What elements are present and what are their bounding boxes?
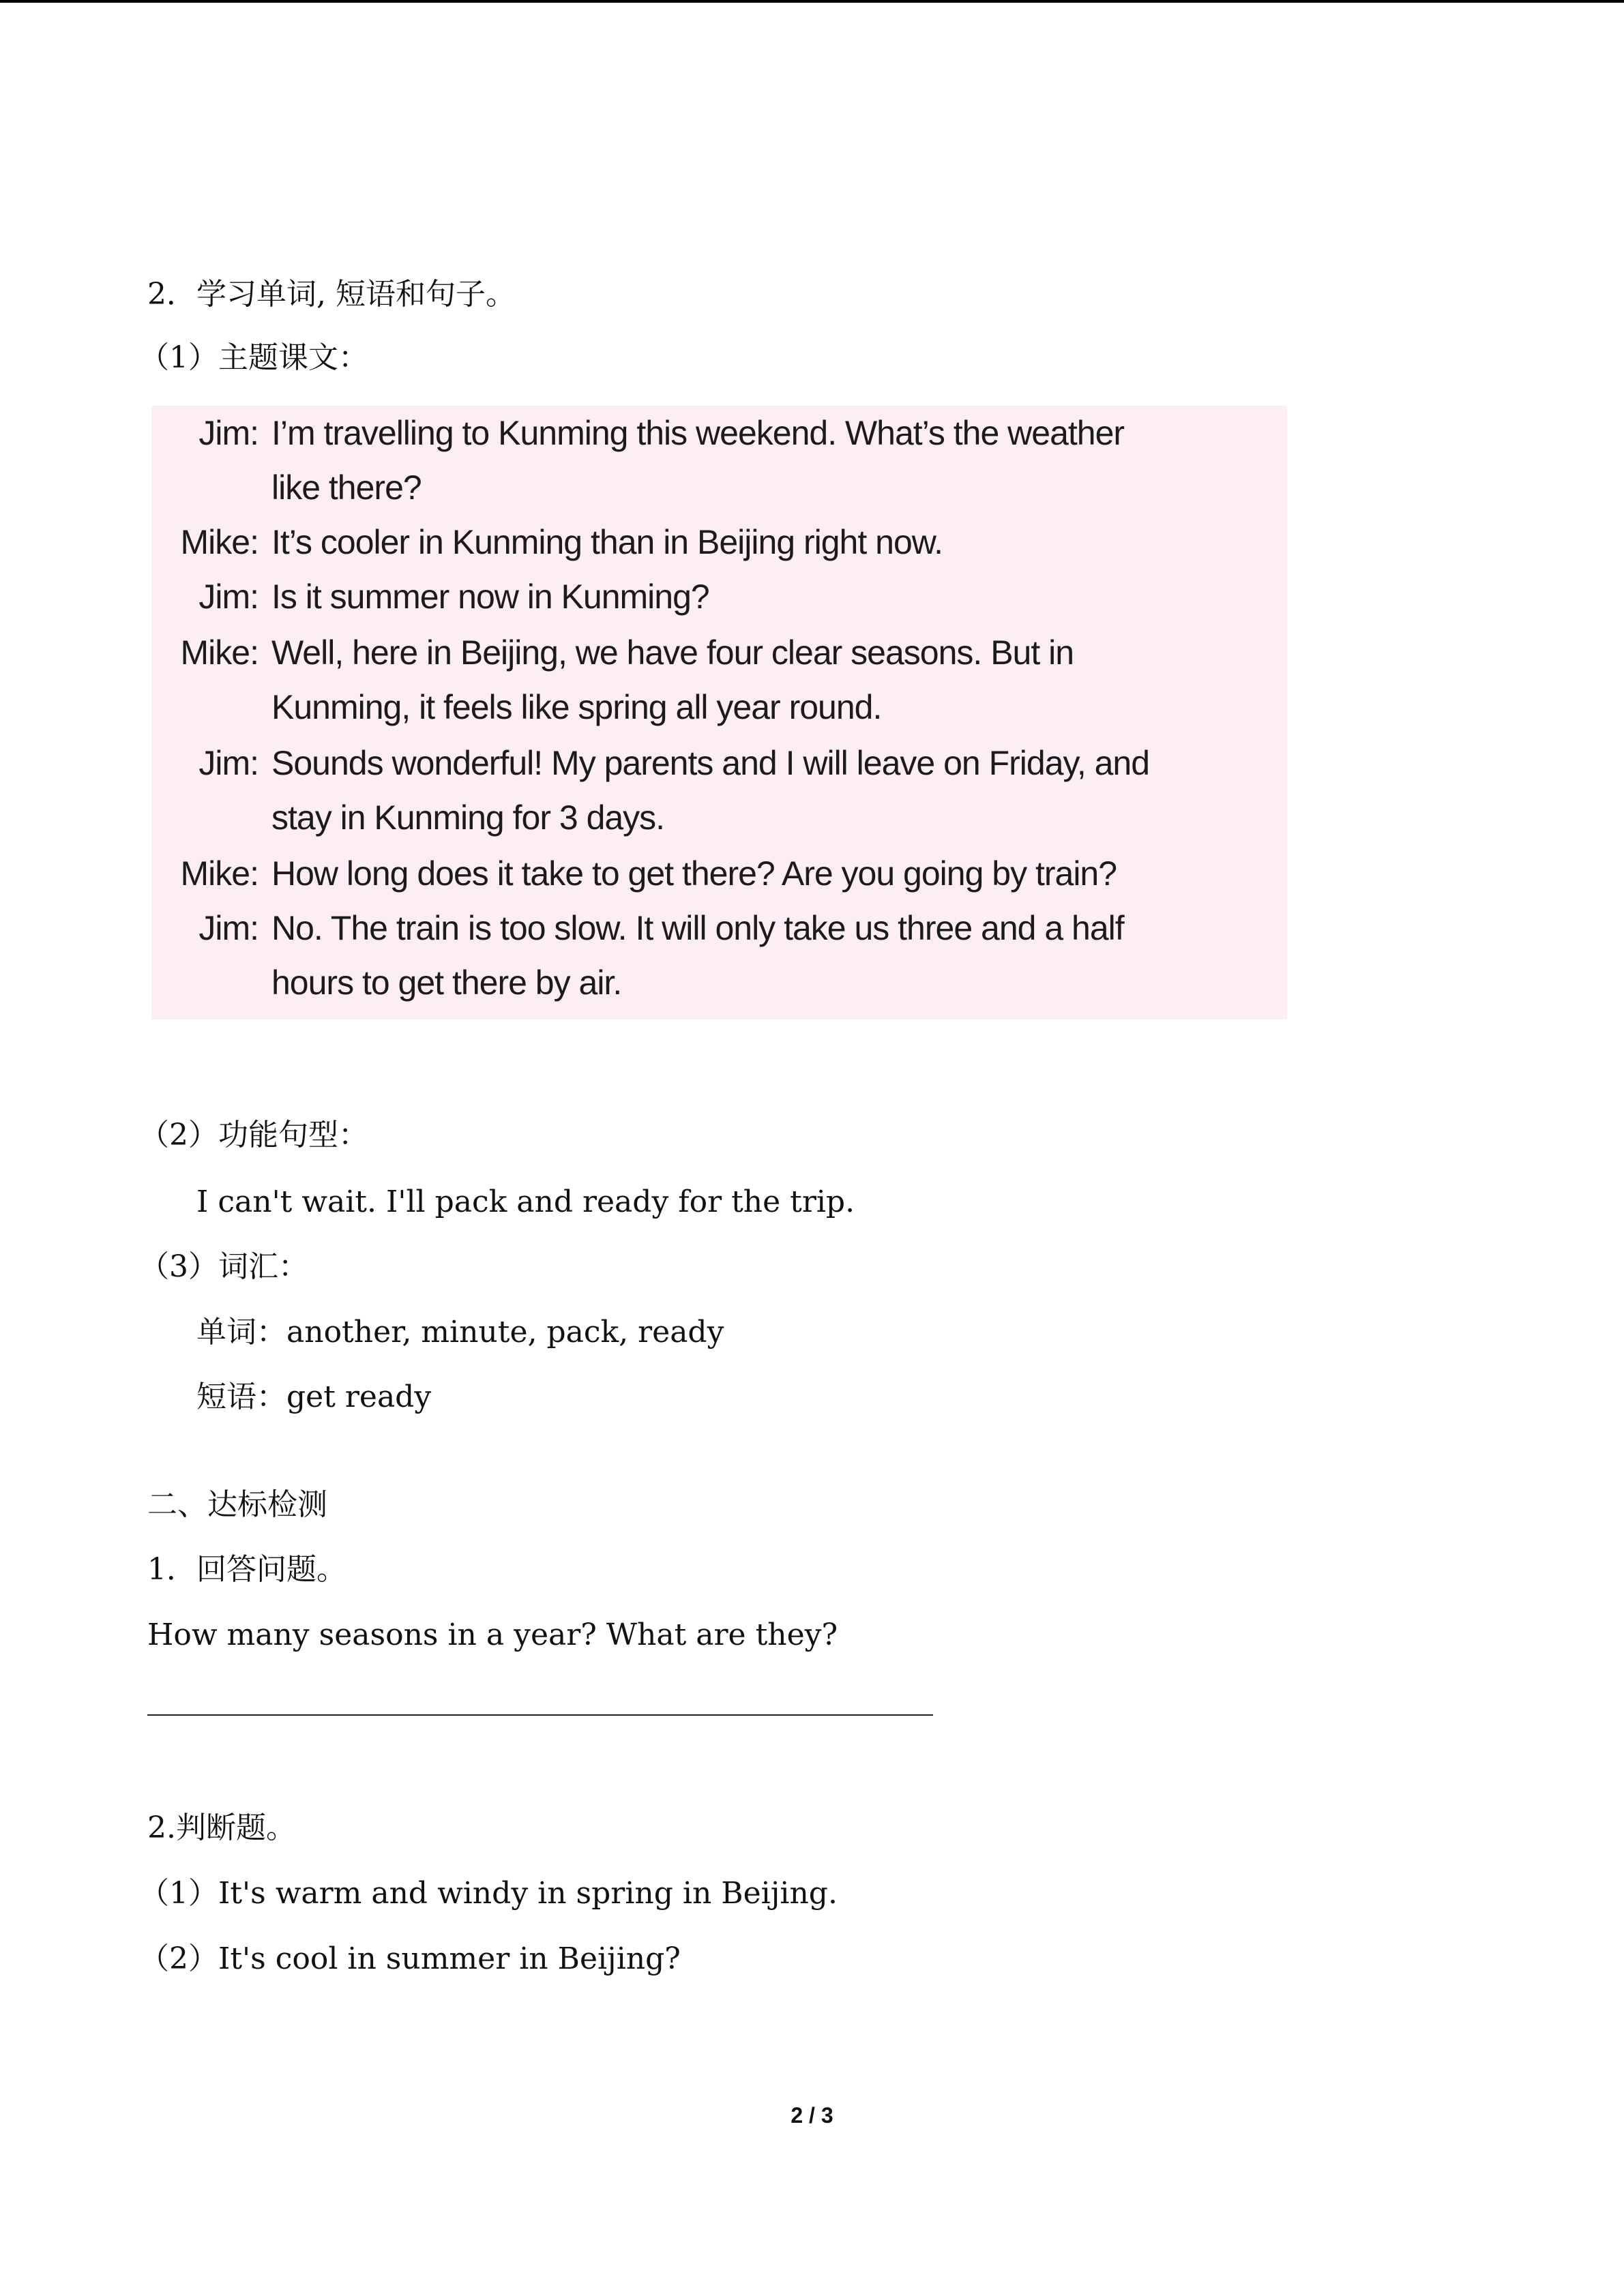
answer-blank-line	[147, 1714, 933, 1716]
utterance-text: I’m travelling to Kunming this weekend. What’s the weather	[271, 414, 1125, 452]
dialogue-line	[151, 901, 1287, 955]
dialogue-line	[151, 625, 1287, 680]
dialogue-line	[151, 515, 1287, 569]
true-false-item: （2）It's cool in summer in Beijing?	[139, 1941, 681, 1976]
dialogue-box	[151, 406, 1287, 1019]
speaker-name: Jim:	[198, 744, 259, 782]
phrases-list: 短语：get ready	[196, 1380, 432, 1414]
question1-text: How many seasons in a year? What are they?	[147, 1617, 838, 1652]
main-text-label: （1）主题课文：	[139, 340, 368, 375]
utterance-text: Sounds wonderful! My parents and I will leave on Friday, and	[271, 744, 1150, 782]
speaker-name: Jim:	[198, 578, 259, 616]
utterance-text: It’s cooler in Kunming than in Beijing right now.	[271, 523, 943, 561]
dialogue-line	[151, 955, 1287, 1010]
utterance-text: stay in Kunming for 3 days.	[271, 799, 665, 837]
utterance-text: Is it summer now in Kunming?	[271, 578, 709, 616]
utterance-text: No. The train is too slow. It will only take us three and a half	[271, 909, 1124, 947]
assessment-heading: 二、达标检测	[147, 1487, 327, 1522]
dialogue-line	[151, 680, 1287, 734]
utterance-text: Kunming, it feels like spring all year round.	[271, 688, 882, 726]
utterance-text: hours to get there by air.	[271, 964, 622, 1002]
speaker-name: Mike:	[180, 523, 259, 561]
dialogue-line	[151, 569, 1287, 624]
question2-heading: 2.判断题。	[147, 1810, 296, 1845]
vocabulary-label: （3）词汇：	[139, 1249, 308, 1284]
dialogue-line	[151, 846, 1287, 901]
page-number: 2 / 3	[791, 2103, 833, 2128]
dialogue-line	[151, 460, 1287, 515]
utterance-text: How long does it take to get there? Are you going by train?	[271, 854, 1117, 893]
utterance-text: like there?	[271, 468, 422, 507]
dialogue-line	[151, 736, 1287, 790]
words-list: 单词：another, minute, pack, ready	[196, 1315, 724, 1350]
function-sentence-label: （2）功能句型：	[139, 1118, 368, 1152]
speaker-name: Jim:	[198, 414, 259, 452]
speaker-name: Jim:	[198, 909, 259, 947]
dialogue-line	[151, 406, 1287, 460]
question1-heading: 1．回答问题。	[147, 1552, 346, 1587]
true-false-item: （1）It's warm and windy in spring in Beijing.	[139, 1876, 838, 1911]
utterance-text: Well, here in Beijing, we have four clear seasons. But in	[271, 633, 1074, 672]
dialogue-line	[151, 790, 1287, 845]
speaker-name: Mike:	[180, 854, 259, 893]
function-sentence: I can't wait. I'll pack and ready for the trip.	[196, 1184, 855, 1219]
speaker-name: Mike:	[180, 633, 259, 672]
section-heading: 2．学习单词, 短语和句子。	[147, 277, 516, 312]
top-border	[0, 0, 1624, 3]
